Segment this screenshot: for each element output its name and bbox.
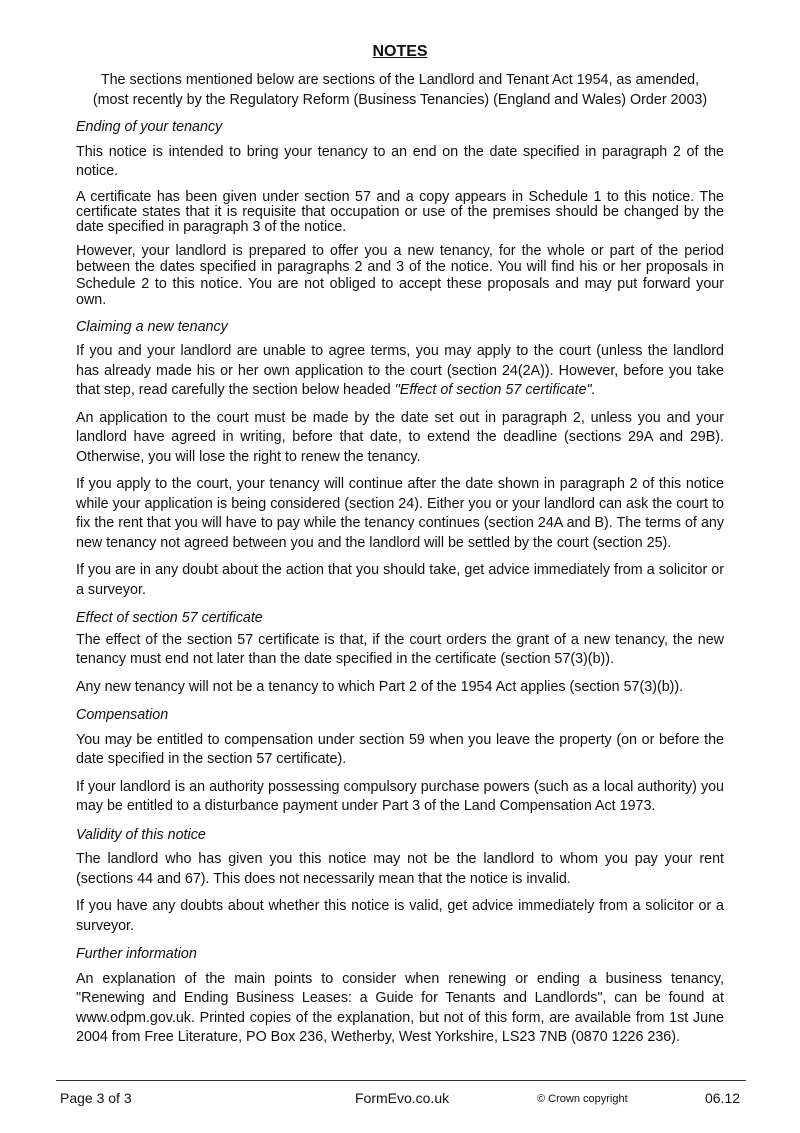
footer-site-name: FormEvo.co.uk: [355, 1090, 450, 1106]
section-heading: Ending of your tenancy: [76, 119, 223, 135]
paragraph: If you are in any doubt about the action that you should take, get advice immediately from a solicitor or a surveyor.: [76, 562, 724, 598]
paragraph: An application to the court must be made by the date set out in paragraph 2, unless you and your landlord have agreed in writing, before that date, to extend the deadline (sections 29A and 29B). Otherwise, you will lose the right to renew the tenancy.: [76, 409, 724, 465]
paragraph: If your landlord is an authority possessing compulsory purchase powers (such as a local authority) you may be entitled to a disturbance payment under Part 3 of the Land Compensation Act 1973.: [76, 778, 724, 814]
section-heading: Claiming a new tenancy: [76, 318, 228, 335]
intro-line-1: The sections mentioned below are sections of the Landlord and Tenant Act 1954, as amended,: [100, 72, 700, 88]
intro-text: [60, 70, 740, 110]
paragraph: The landlord who has given you this notice may not be the landlord to whom you pay your rent (sections 44 and 67). This does not necessarily mean that the notice is invalid.: [76, 851, 724, 887]
copyright-notice: © Crown copyright: [537, 1093, 628, 1105]
paragraph: A certificate has been given under section 57 and a copy appears in Schedule 1 to this notice. The certificate states that it is requisite that occupation or use of the premises should be changed by the date specified in paragraph 3 of the notice.: [76, 188, 724, 235]
section-further-information: [76, 945, 724, 1048]
section-compensation: [76, 706, 724, 817]
paragraph: If you apply to the court, your tenancy will continue after the date shown in paragraph 2 of this notice while your application is being considered (section 24). Either you or your landlord can ask the court to fix the rent that you will have to pay while the tenancy continues (section 24A and B). The terms of any new tenancy not agreed between you and the landlord will be settled by the court (section 25).: [76, 476, 724, 551]
paragraph: An explanation of the main points to consider when renewing or ending a business tenancy, "Renewing and Ending Business Leases: a Guide for Tenants and Landlords", can be found at www.odpm.gov.uk. Printed copies of the explanation, but not of this form, are available from 1st June 2004 from Free Literature, PO Box 236, Wetherby, West Yorkshire, LS23 7NB (0870 1226 236).: [76, 970, 724, 1045]
paragraph: [76, 342, 724, 401]
form-version: 06.12: [705, 1090, 741, 1106]
section-claiming-new-tenancy: [76, 318, 724, 601]
quoted-heading: "Effect of section 57 certificate".: [394, 382, 596, 398]
section-heading: Validity of this notice: [76, 826, 206, 843]
section-effect-of-certificate: [76, 609, 724, 697]
page-title: NOTES: [372, 43, 428, 60]
section-validity: [76, 826, 724, 937]
section-heading: Further information: [76, 946, 197, 962]
notes-body: [76, 118, 724, 1057]
paragraph: Any new tenancy will not be a tenancy to which Part 2 of the 1954 Act applies (section 57(3)(b)).: [76, 678, 684, 695]
section-heading: Compensation: [76, 707, 169, 723]
paragraph: The effect of the section 57 certificate is that, if the court orders the grant of a new tenancy, the new tenancy must end not later than the date specified in the certificate (section 57(3)(b)).: [76, 631, 724, 667]
paragraph: You may be entitled to compensation under section 59 when you leave the property (on or before the date specified in the section 57 certificate).: [76, 731, 724, 767]
paragraph: However, your landlord is prepared to offer you a new tenancy, for the whole or part of the period between the dates specified in paragraphs 2 and 3 of the notice. You will find his or her proposals in Schedule 2 to this notice. You are not obliged to accept these proposals and may put forward your own.: [76, 242, 724, 308]
footer-divider: [56, 1080, 746, 1081]
paragraph: This notice is intended to bring your tenancy to an end on the date specified in paragraph 2 of the notice.: [76, 143, 724, 179]
intro-line-2: (most recently by the Regulatory Reform (Business Tenancies) (England and Wales) Order 2003): [92, 92, 708, 108]
page-number: Page 3 of 3: [60, 1090, 132, 1106]
section-heading: Effect of section 57 certificate: [76, 610, 263, 626]
section-ending-of-tenancy: [76, 118, 724, 309]
paragraph: If you have any doubts about whether this notice is valid, get advice immediately from a solicitor or a surveyor.: [76, 898, 724, 934]
paragraph-text: If you and your landlord are unable to agree terms, you may apply to the court (unless the landlord has already made his or her own application to the court (section 24(2A)). However, before you take that step, read carefully the section below headed: [76, 343, 724, 398]
